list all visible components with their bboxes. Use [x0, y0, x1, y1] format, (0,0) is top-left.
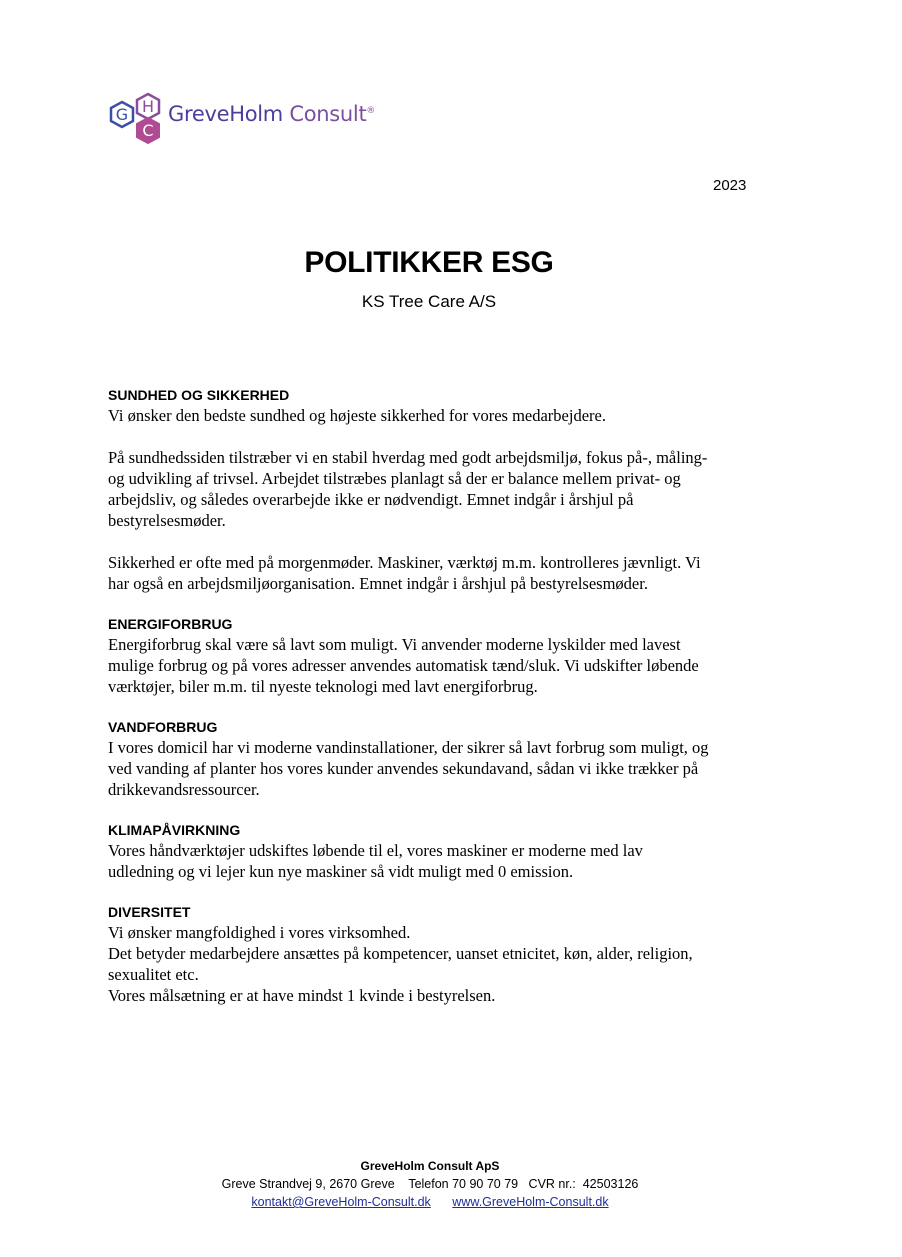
section-paragraph — [108, 447, 788, 531]
logo-letter-g: G — [115, 105, 129, 124]
paragraph-line: På sundhedssiden tilstræber vi en stabil hverdag med godt arbejdsmiljø, fokus på-, måling- — [108, 448, 708, 467]
footer-links — [0, 1193, 860, 1211]
document-year: 2023 — [713, 177, 747, 194]
paragraph-line: Vi ønsker mangfoldighed i vores virksomhed. — [108, 923, 411, 942]
paragraph-line: drikkevandsressourcer. — [108, 780, 260, 799]
paragraph-line: værktøjer, biler m.m. til nyeste teknologi med lavt energiforbrug. — [108, 677, 538, 696]
document-title: POLITIKKER ESG — [304, 246, 554, 279]
policy-section — [108, 386, 788, 594]
section-heading: SUNDHED OG SIKKERHED — [108, 387, 290, 403]
section-heading: VANDFORBRUG — [108, 719, 218, 735]
policy-sections — [108, 386, 788, 1027]
paragraph-line: sexualitet etc. — [108, 965, 199, 984]
footer-company: GreveHolm Consult ApS — [360, 1159, 500, 1173]
logo-letter-h: H — [141, 97, 155, 116]
website-link[interactable]: www.GreveHolm-Consult.dk — [452, 1195, 609, 1209]
policy-section — [108, 615, 788, 697]
page-footer — [0, 1157, 860, 1211]
section-paragraph — [108, 737, 788, 800]
paragraph-line: har også en arbejdsmiljøorganisation. Emnet indgår i årshjul på bestyrelsesmøder. — [108, 574, 648, 593]
paragraph-line: Vores målsætning er at have mindst 1 kvinde i bestyrelsen. — [108, 986, 496, 1005]
section-heading: DIVERSITET — [108, 904, 191, 920]
paragraph-line: mulige forbrug og på vores adresser anvendes automatisk tænd/sluk. Vi udskifter løbende — [108, 656, 699, 675]
registered-mark: ® — [366, 106, 376, 116]
footer-address: Greve Strandvej 9, 2670 Greve Telefon 70 90 70 79 CVR nr.: 42503126 — [221, 1177, 639, 1191]
email-link[interactable]: kontakt@GreveHolm-Consult.dk — [251, 1195, 431, 1209]
policy-section — [108, 821, 788, 882]
paragraph-line: ved vanding af planter hos vores kunder anvendes sekundavand, sådan vi ikke trækker på — [108, 759, 699, 778]
logo-letter-c: C — [142, 121, 154, 140]
section-heading: KLIMAPÅVIRKNING — [108, 822, 241, 838]
policy-section — [108, 903, 788, 1006]
paragraph-line: Vores håndværktøjer udskiftes løbende til el, vores maskiner er moderne med lav — [108, 841, 643, 860]
paragraph-line: Det betyder medarbejdere ansættes på kompetencer, uanset etnicitet, køn, alder, religion, — [108, 944, 693, 963]
section-paragraph — [108, 840, 788, 882]
section-heading: ENERGIFORBRUG — [108, 616, 233, 632]
paragraph-line: Energiforbrug skal være så lavt som muligt. Vi anvender moderne lyskilder med lavest — [108, 635, 681, 654]
paragraph-line: bestyrelsesmøder. — [108, 511, 226, 530]
hexagon-logo-icon — [108, 92, 168, 148]
policy-section — [108, 718, 788, 800]
section-paragraph — [108, 405, 788, 426]
document-subtitle: KS Tree Care A/S — [361, 292, 497, 311]
section-paragraph — [108, 922, 788, 1006]
paragraph-line: arbejdsliv, og således overarbejde ikke er nødvendigt. Emnet indgår i årshjul på — [108, 490, 634, 509]
paragraph-line: I vores domicil har vi moderne vandinstallationer, der sikrer så lavt forbrug som muligt, og — [108, 738, 709, 757]
logo-name-part2: Consult — [289, 102, 367, 126]
paragraph-line: og udvikling af trivsel. Arbejdet tilstræbes planlagt så der er balance mellem privat- og — [108, 469, 681, 488]
paragraph-line: Sikkerhed er ofte med på morgenmøder. Maskiner, værktøj m.m. kontrolleres jævnligt. Vi — [108, 553, 701, 572]
section-paragraph — [108, 552, 788, 594]
logo-name-part1: GreveHolm — [168, 102, 283, 126]
section-paragraph — [108, 634, 788, 697]
logo-wordmark — [168, 102, 375, 126]
paragraph-line: udledning og vi lejer kun nye maskiner så vidt muligt med 0 emission. — [108, 862, 574, 881]
paragraph-line: Vi ønsker den bedste sundhed og højeste sikkerhed for vores medarbejdere. — [108, 406, 606, 425]
company-logo — [108, 92, 398, 148]
